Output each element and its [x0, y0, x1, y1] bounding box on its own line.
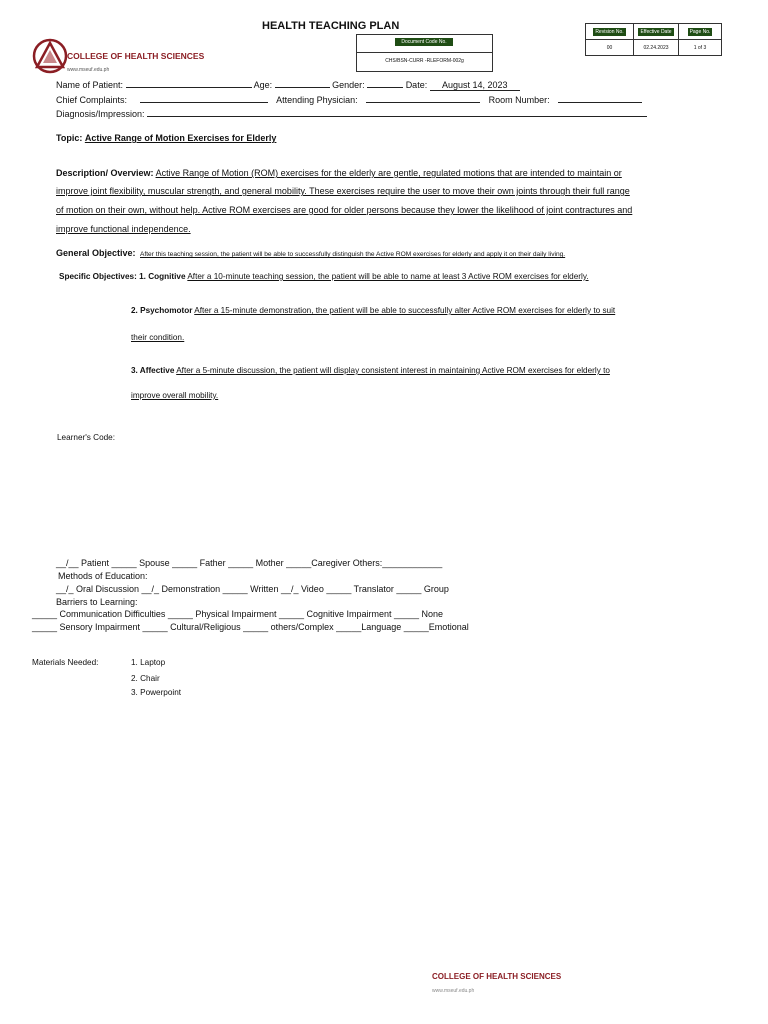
topic-label: Topic:: [56, 133, 83, 143]
page-no-value: 1 of 3: [679, 40, 722, 56]
name-field[interactable]: [126, 78, 252, 88]
footer-website: www.mseuf.edu.ph: [432, 988, 475, 994]
psychomotor-objective: 2. Psychomotor After a 15-minute demonstration, the patient will be able to successfully alter Active ROM exercises for elderly to suit: [131, 306, 616, 315]
materials-item: 2. Chair: [131, 674, 160, 683]
affective-objective-cont: improve overall mobility.: [131, 391, 219, 400]
general-objective-value: After this teaching session, the patient will be able to successfully distinguish the Active ROM exercises for elderly and apply it on their daily living.: [140, 251, 566, 258]
gender-field[interactable]: [367, 78, 403, 88]
description-line-2: improve joint flexibility, muscular strength, and general mobility. These exercises require the user to move their own joints through their full range: [56, 186, 630, 196]
college-name: COLLEGE OF HEALTH SCIENCES: [67, 51, 205, 61]
psychomotor-objective-cont: their condition.: [131, 333, 185, 342]
diagnosis-row: [56, 107, 647, 119]
effective-date-value: 02.24.2023: [634, 40, 679, 56]
topic-value: Active Range of Motion Exercises for Elderly: [84, 133, 277, 143]
diagnosis-field[interactable]: [147, 107, 647, 117]
general-objective-label: General Objective:: [56, 248, 136, 258]
effective-date-label: Effective Date: [640, 28, 672, 35]
revision-value: 00: [586, 40, 634, 56]
description-line-4: improve functional independence.: [56, 224, 191, 234]
date-field[interactable]: August 14, 2023: [430, 80, 520, 91]
page-no-label: Page No.: [689, 28, 711, 35]
learners-code-label: Learner's Code:: [57, 433, 116, 442]
name-label: Name of Patient:: [56, 80, 124, 90]
physician-label: Attending Physician:: [276, 95, 358, 105]
revision-table: [585, 23, 722, 56]
affective-objective: 3. Affective After a 5-minute discussion, the patient will display consistent interest in maintaining Active ROM exercises for elderly to: [131, 366, 610, 375]
room-label: Room Number:: [488, 95, 550, 105]
diagnosis-label: Diagnosis/Impression:: [56, 109, 145, 119]
learner-checklist[interactable]: __/__ Patient _____ Spouse _____ Father _____ Mother _____Caregiver Others:____________: [56, 558, 443, 568]
methods-label: Methods of Education:: [58, 571, 148, 581]
page-title: HEALTH TEACHING PLAN: [262, 20, 400, 32]
description-label: Description/ Overview:: [56, 168, 154, 178]
materials-label: Materials Needed:: [32, 658, 99, 667]
physician-field[interactable]: [366, 93, 480, 103]
room-field[interactable]: [558, 93, 642, 103]
description-line-3: of motion on their own, without help. Active ROM exercises are good for older persons because they lower the likelihood of joint contractures and: [56, 205, 633, 215]
chief-complaints-field[interactable]: [140, 93, 268, 103]
college-website: www.mseuf.edu.ph: [67, 67, 110, 73]
document-code: CHS/BSN-CURR -RLEFORM-002g: [385, 58, 464, 64]
gender-label: Gender:: [332, 80, 365, 90]
revision-label: Revision No.: [595, 28, 624, 35]
description-line-1: Description/ Overview: Active Range of Motion (ROM) exercises for the elderly are gentle, regulated motions that are intended to maintain or: [56, 168, 622, 178]
cognitive-objective: Specific Objectives: 1. Cognitive After a 10-minute teaching session, the patient will be able to name at least 3 Active ROM exercises for elderly.: [59, 272, 589, 281]
college-logo-icon: [32, 38, 72, 74]
specific-objectives-label: Specific Objectives:: [59, 272, 137, 281]
materials-item: 3. Powerpoint: [131, 688, 182, 697]
document-code-box: [356, 34, 493, 72]
document-code-label: Document Code No.: [395, 38, 453, 46]
patient-info-row: [56, 78, 520, 91]
age-field[interactable]: [275, 78, 330, 88]
methods-checklist[interactable]: __/_ Oral Discussion __/_ Demonstration _____ Written __/_ Video _____ Translator _____ Group: [56, 584, 449, 594]
complaints-row: [56, 93, 642, 105]
barriers-checklist-1[interactable]: _____ Communication Difficulties _____ Physical Impairment _____ Cognitive Impairment _____ None: [32, 609, 444, 619]
age-label: Age:: [253, 80, 273, 90]
footer-college-name: COLLEGE OF HEALTH SCIENCES: [432, 972, 562, 981]
chief-complaints-label: Chief Complaints:: [56, 95, 128, 105]
general-objective-row: [56, 243, 565, 261]
barriers-checklist-2[interactable]: _____ Sensory Impairment _____ Cultural/Religious _____ others/Complex _____Language _____Emotional: [32, 622, 469, 632]
materials-item: 1. Laptop: [131, 658, 166, 667]
date-label: Date:: [405, 80, 428, 90]
topic-row: [56, 133, 276, 143]
barriers-label: Barriers to Learning:: [56, 597, 138, 607]
